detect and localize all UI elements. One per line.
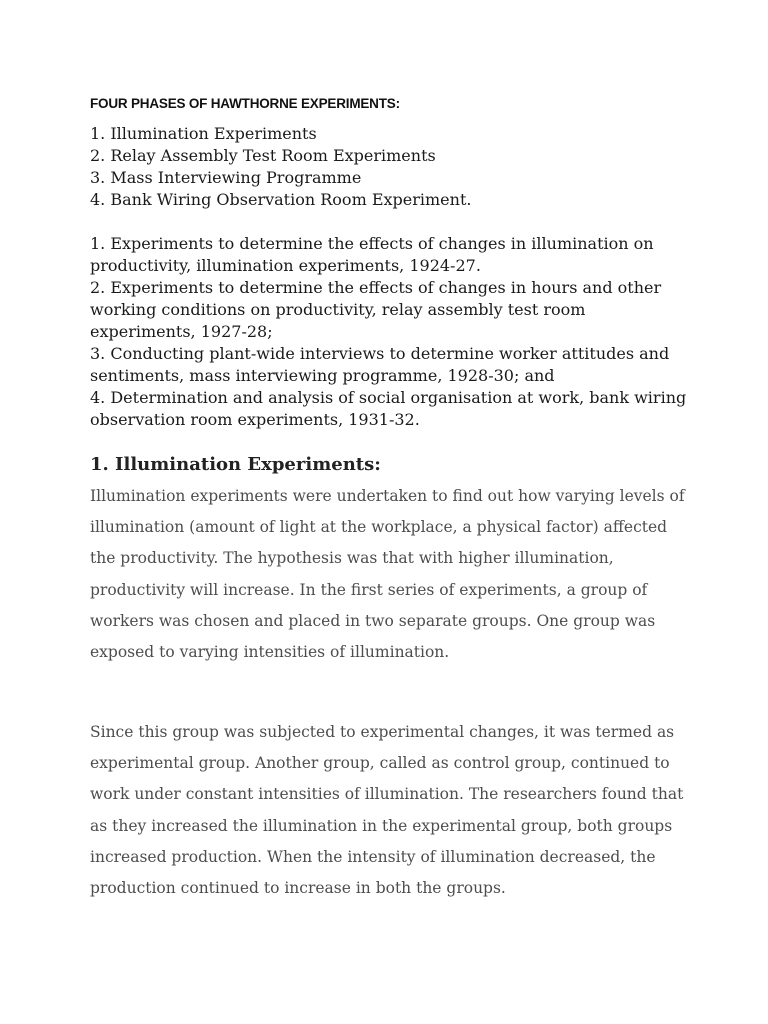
phase-detail: 2. Experiments to determine the effects of changes in hours and other working conditions on productivity, relay assembly test room experiments, 1927-28;	[90, 278, 662, 341]
phase-item: 4. Bank Wiring Observation Room Experiment.	[90, 190, 472, 209]
phase-list	[90, 123, 471, 211]
phase-item: 2. Relay Assembly Test Room Experiments	[90, 146, 436, 165]
phase-detail: 1. Experiments to determine the effects of changes in illumination on productivity, illumination experiments, 1924-27.	[90, 234, 654, 275]
document-heading: FOUR PHASES OF HAWTHORNE EXPERIMENTS:	[90, 96, 400, 111]
phase-detail: 3. Conducting plant-wide interviews to determine worker attitudes and sentiments, mass interviewing programme, 1928-30; and	[90, 344, 670, 385]
phase-item: 3. Mass Interviewing Programme	[90, 168, 362, 187]
phase-detail: 4. Determination and analysis of social organisation at work, bank wiring observation room experiments, 1931-32.	[90, 388, 687, 429]
phase-item: 1. Illumination Experiments	[90, 124, 317, 143]
section-title: 1. Illumination Experiments:	[90, 454, 381, 475]
body-paragraph: Illumination experiments were undertaken to find out how varying levels of illumination (amount of light at the workplace, a physical factor) affected the productivity. The hypothesis was that with higher illumination, productivity will increase. In the first series of experiments, a group of workers was chosen and placed in two separate groups. One group was exposed to varying intensities of illumination.	[90, 487, 685, 662]
body-paragraph: Since this group was subjected to experimental changes, it was termed as experimental group. Another group, called as control group, continued to work under constant intensities of illumination. The researchers found that as they increased the illumination in the experimental group, both groups increased production. When the intensity of illumination decreased, the production continued to increase in both the groups.	[90, 723, 684, 898]
phase-details	[90, 233, 690, 431]
